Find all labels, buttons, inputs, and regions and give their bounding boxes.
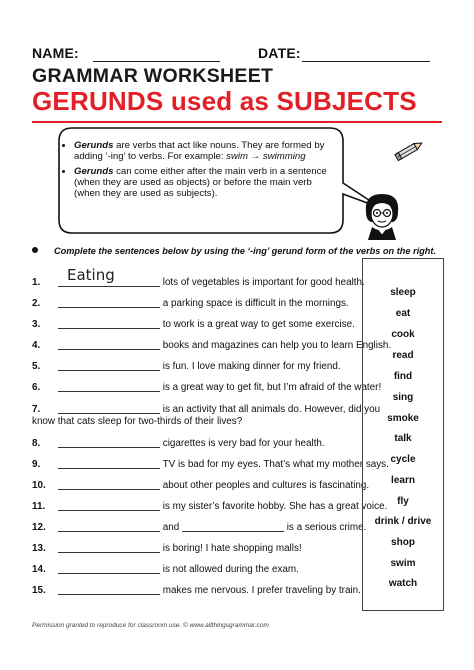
answer-blank[interactable] [58, 584, 160, 595]
name-label: NAME: [32, 45, 79, 61]
answer-blank[interactable] [58, 403, 160, 414]
question-15: 15. makes me nervous. I prefer traveling by train. [32, 585, 361, 596]
question-5: 5. is fun. I love making dinner for my friend. [32, 361, 341, 372]
question-12: 12. and is a serious crime. [32, 522, 367, 533]
verb-item: find [393, 371, 413, 382]
answer-blank[interactable] [58, 339, 160, 350]
question-7: 7. is an activity that all animals do. However, did you [32, 404, 381, 415]
question-14: 14. is not allowed during the exam. [32, 564, 299, 575]
date-label: DATE: [258, 45, 301, 61]
question-6: 6. is a great way to get fit, but I’m afraid of the water! [32, 382, 382, 393]
verb-item: fly [397, 496, 409, 507]
teacher-icon [360, 190, 404, 240]
question-11: 11. is my sister’s favorite hobby. She has a great voice. [32, 501, 388, 512]
question-1: 1. lots of vegetables is important for good health. [32, 277, 365, 288]
question-4: 4. books and magazines can help you to learn English. [32, 340, 392, 351]
answer-blank[interactable] [58, 542, 160, 553]
answer-blank[interactable] [58, 437, 160, 448]
answer-blank[interactable] [58, 318, 160, 329]
answer-blank[interactable] [58, 563, 160, 574]
verb-item: smoke [387, 413, 419, 424]
answer-blank[interactable] [58, 381, 160, 392]
answer-blank[interactable] [58, 521, 160, 532]
answer-blank[interactable] [58, 458, 160, 469]
verb-list-box [362, 258, 444, 611]
question-13: 13. is boring! I hate shopping malls! [32, 543, 302, 554]
answer-blank[interactable] [58, 500, 160, 511]
question-10: 10. about other peoples and cultures is fascinating. [32, 480, 370, 491]
verb-item: cook [391, 329, 415, 340]
question-8: 8. cigarettes is very bad for your health. [32, 438, 325, 449]
verb-item: swim [390, 558, 416, 569]
verb-item: learn [391, 475, 415, 486]
pencil-icon [393, 138, 425, 164]
verb-item: sleep [390, 287, 416, 298]
bubble-point-2: • Gerunds can come either after the main verb in a sentence (when they are used as objects) or before the main verb (when they are used as subjects). [74, 166, 334, 199]
question-2: 2. a parking space is difficult in the mornings. [32, 298, 349, 309]
verb-item: sing [392, 392, 414, 403]
worksheet-title: GERUNDS used as SUBJECTS [32, 86, 417, 116]
verb-item: shop [391, 537, 415, 548]
bubble-content [62, 140, 334, 203]
verb-item: talk [394, 433, 412, 444]
verb-item: drink / drive [374, 516, 432, 527]
verb-item: eat [395, 308, 411, 319]
answer-blank-2[interactable] [182, 521, 284, 532]
question-9: 9. TV is bad for my eyes. That’s what my mother says. [32, 459, 389, 470]
answer-blank[interactable] [58, 297, 160, 308]
answer-blank[interactable] [58, 479, 160, 490]
worksheet-subtitle: GRAMMAR WORKSHEET [32, 65, 274, 87]
bubble-point-1: • Gerunds are verbs that act like nouns. They are formed by adding ‘-ing’ to verbs. For example: swim → swimming [74, 140, 334, 162]
answer-blank[interactable] [58, 360, 160, 371]
footer-permission: Permission granted to reproduce for classroom use. © www.allthingsgrammar.com [32, 622, 269, 629]
example-answer: Eating [67, 266, 115, 284]
question-7-line-2: know that cats sleep for two-thirds of their lives? [32, 416, 243, 427]
bullet-dot [32, 247, 38, 253]
instructions: Complete the sentences below by using the ‘-ing’ gerund form of the verbs on the right. [32, 246, 452, 256]
verb-item: watch [388, 578, 418, 589]
verb-item: read [392, 350, 414, 361]
question-3: 3. to work is a great way to get some exercise. [32, 319, 355, 330]
verb-item: cycle [390, 454, 416, 465]
